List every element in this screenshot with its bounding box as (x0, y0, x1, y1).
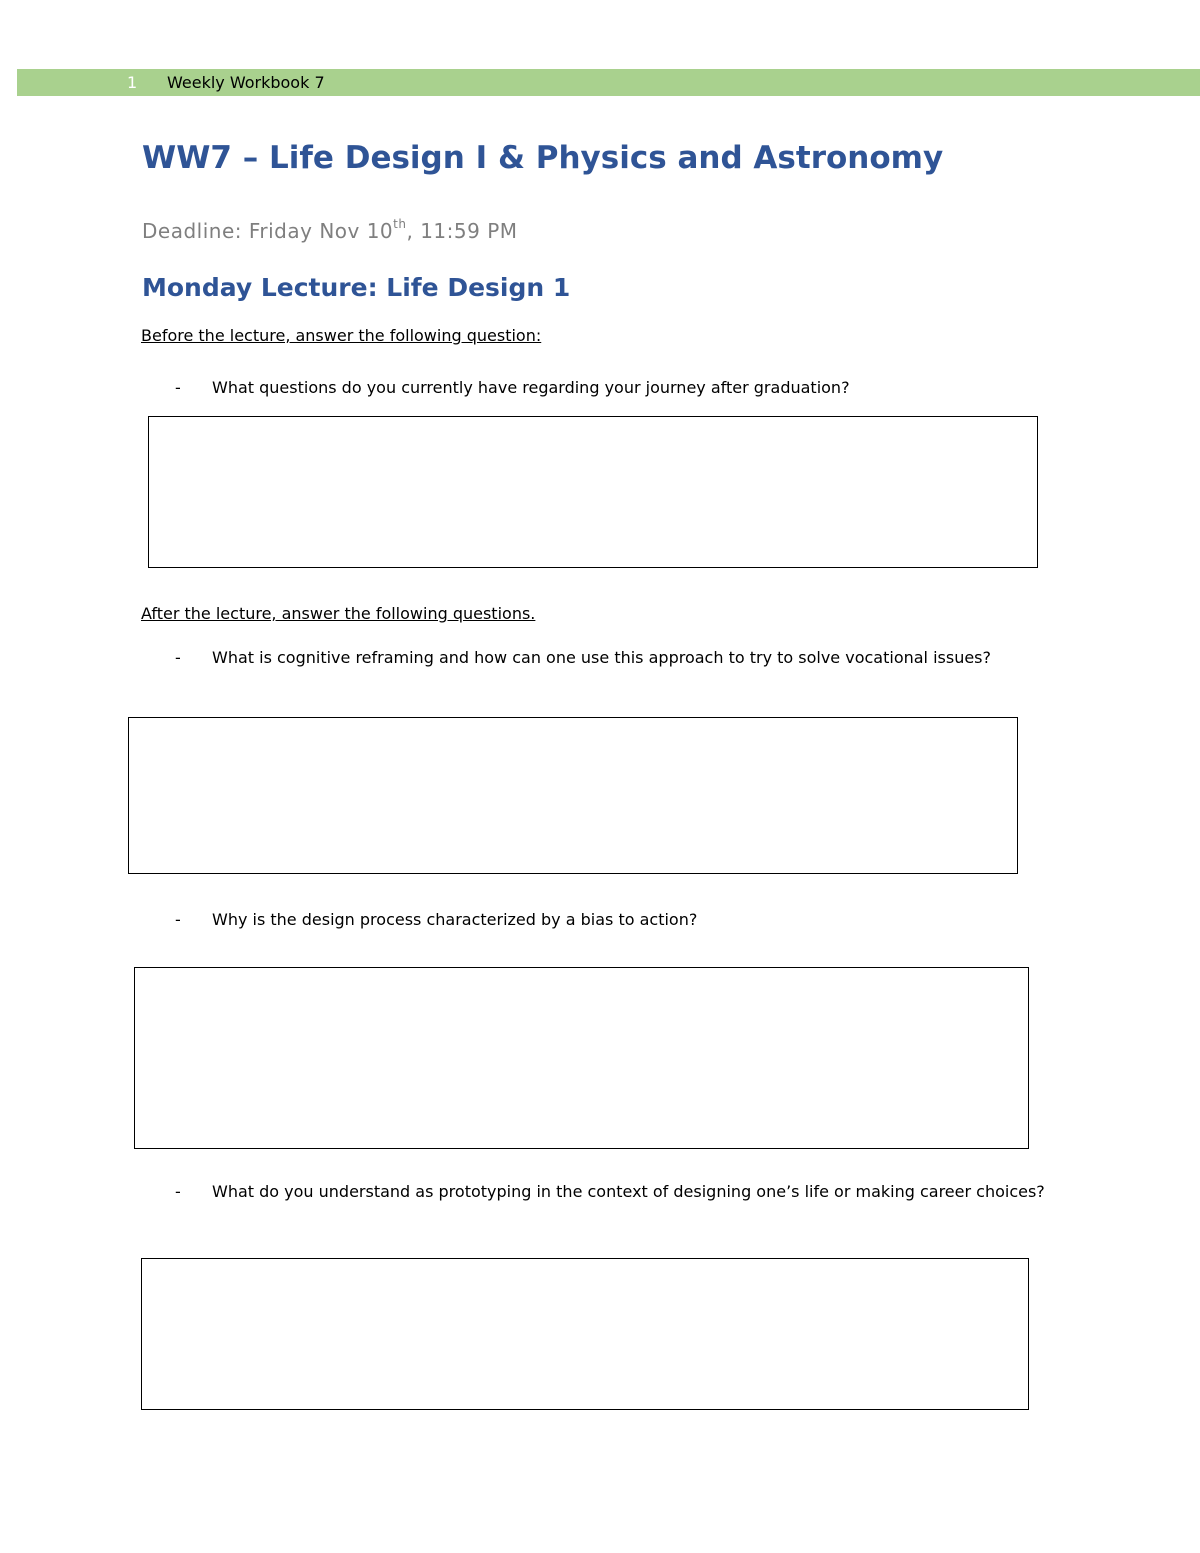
question-text: Why is the design process characterized by a bias to action? (212, 910, 698, 929)
bullet-dash: - (175, 910, 181, 929)
section-heading: Monday Lecture: Life Design 1 (142, 273, 571, 302)
before-lecture-instruction: Before the lecture, answer the following question: (141, 326, 542, 345)
deadline-superscript: th (393, 217, 407, 231)
page-number: 1 (127, 73, 138, 92)
question-item (175, 374, 1045, 402)
answer-box[interactable] (128, 717, 1018, 874)
question-text: What is cognitive reframing and how can one use this approach to try to solve vocational issues? (212, 648, 992, 667)
header-title: Weekly Workbook 7 (167, 73, 325, 92)
answer-box[interactable] (134, 967, 1029, 1149)
deadline (142, 219, 518, 243)
bullet-dash: - (175, 1182, 181, 1201)
bullet-dash: - (175, 648, 181, 667)
answer-box[interactable] (148, 416, 1038, 568)
question-item (175, 1178, 1045, 1206)
bullet-dash: - (175, 378, 181, 397)
deadline-suffix: , 11:59 PM (406, 219, 518, 243)
document-title: WW7 – Life Design I & Physics and Astronomy (142, 140, 944, 176)
question-text: What do you understand as prototyping in the context of designing one’s life or making career choices? (212, 1182, 1045, 1201)
deadline-prefix: Deadline: Friday Nov 10 (142, 219, 394, 243)
after-lecture-instruction: After the lecture, answer the following questions. (141, 604, 536, 623)
question-text: What questions do you currently have regarding your journey after graduation? (212, 378, 850, 397)
question-item (175, 644, 995, 672)
question-item (175, 906, 1045, 934)
answer-box[interactable] (141, 1258, 1029, 1410)
